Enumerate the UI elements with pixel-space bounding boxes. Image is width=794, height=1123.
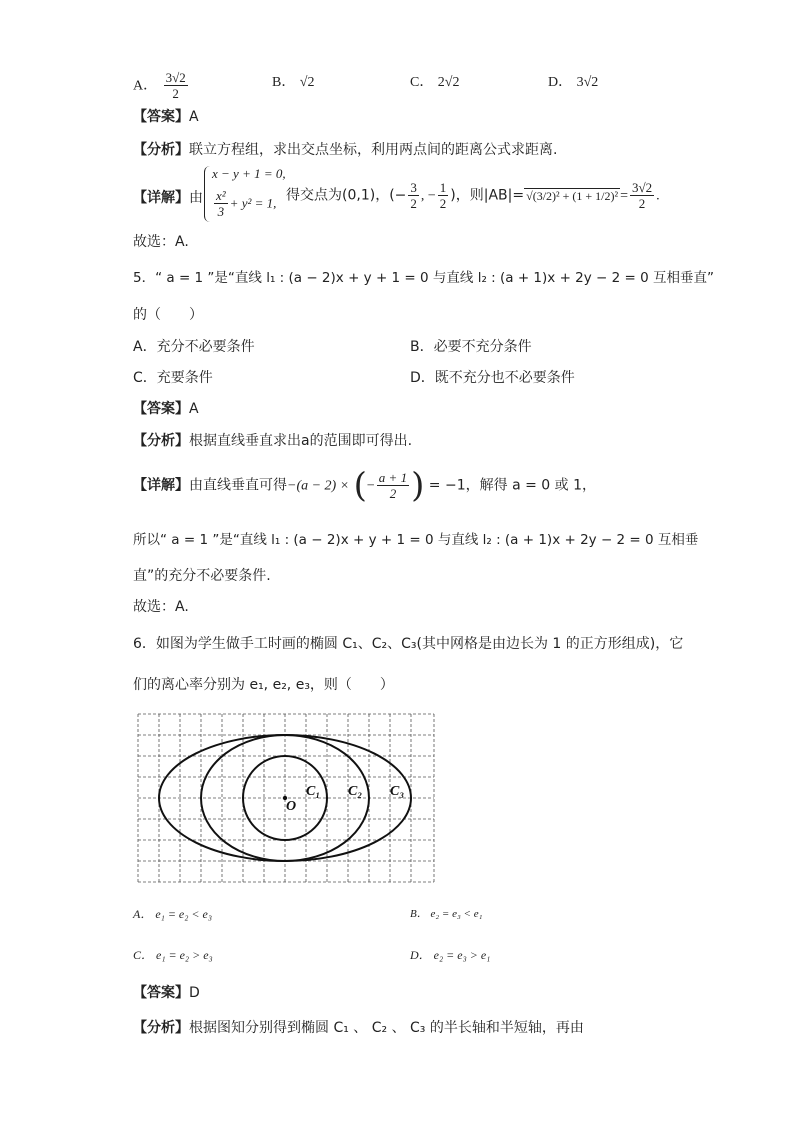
q5-stem-line2: 的（ ）: [133, 307, 203, 323]
q5-analysis: 【分析】根据直线垂直求出a的范围即可得出.: [133, 433, 413, 449]
q4-eq2: $\frac{\text{x²}}{3}$ + y² = 1,: [216, 188, 277, 219]
q6-option-b: B． e₂ = e₃ < e₁: [410, 908, 483, 920]
q4-intersection: 得交点为(0,1)，(− $\frac{3}{2}$ , − $\frac{1}{2}$ )，则|AB|= √(3/2)² + (1 + 1/2)² = $\frac{3√2}{2}$ .: [286, 180, 660, 211]
c2-label: C₂: [348, 784, 363, 799]
ellipse-grid-figure: [137, 713, 435, 883]
q6-option-d: D． e₂ = e₃ > e₁: [410, 948, 491, 962]
q5-conclusion-line1: 所以“ a = 1 ”是“直线 l₁ : (a − 2)x + y + 1 = 0 与直线 l₂ : (a + 1)x + 2y − 2 = 0 互相垂: [133, 532, 699, 548]
q5-option-b: B．必要不充分条件: [410, 339, 532, 355]
q6-analysis: 【分析】根据图知分别得到椭圆 C₁ 、 C₂ 、 C₃ 的半长轴和半短轴，再由: [133, 1020, 584, 1036]
q6-option-c: C． e₁ = e₂ > e₃: [133, 948, 213, 962]
c1-label: C₁: [306, 784, 321, 799]
q5-stem-line1: 5．“ a = 1 ”是“直线 l₁ : (a − 2)x + y + 1 = 0 与直线 l₂ : (a + 1)x + 2y − 2 = 0 互相垂直”: [133, 270, 715, 286]
origin-label: O: [286, 799, 297, 814]
q4-option-d: D． 3√2: [548, 75, 599, 90]
q4-eq1: x − y + 1 = 0,: [212, 166, 286, 181]
q5-option-a: A．充分不必要条件: [133, 339, 255, 355]
q4-option-a: A． $\frac{3√2}{2}$: [133, 70, 186, 101]
q5-option-c: C．充要条件: [133, 370, 213, 386]
q5-choice: 故选：A.: [133, 599, 189, 615]
q6-option-a: A． e₁ = e₂ < e₃: [133, 907, 213, 921]
q4-answer: 【答案】A: [133, 109, 199, 125]
q6-stem-line1: 6．如图为学生做手工时画的椭圆 C₁、C₂、C₃(其中网格是由边长为 1 的正方形组成)，它: [133, 636, 684, 652]
q5-option-d: D．既不充分也不必要条件: [410, 370, 575, 386]
q4-option-b: B． √2: [272, 75, 315, 90]
q4-option-c: C． 2√2: [410, 75, 460, 90]
q4-detail: 【详解】由: [133, 190, 203, 206]
c3-label: C₃: [390, 784, 405, 799]
q5-answer: 【答案】A: [133, 401, 199, 417]
q6-answer: 【答案】D: [133, 985, 200, 1001]
q4-analysis: 【分析】联立方程组，求出交点坐标，利用两点间的距离公式求距离.: [133, 142, 558, 158]
q4-choice: 故选：A.: [133, 234, 189, 250]
q5-conclusion-line2: 直”的充分不必要条件.: [133, 568, 271, 584]
q5-detail: 【详解】由直线垂直可得−(a − 2) × (− $\frac{a + 1}{2}$ ) = −1，解得 a = 0 或 1，: [133, 465, 596, 506]
q6-stem-line2: 们的离心率分别为 e₁, e₂, e₃，则（ ）: [133, 677, 394, 693]
